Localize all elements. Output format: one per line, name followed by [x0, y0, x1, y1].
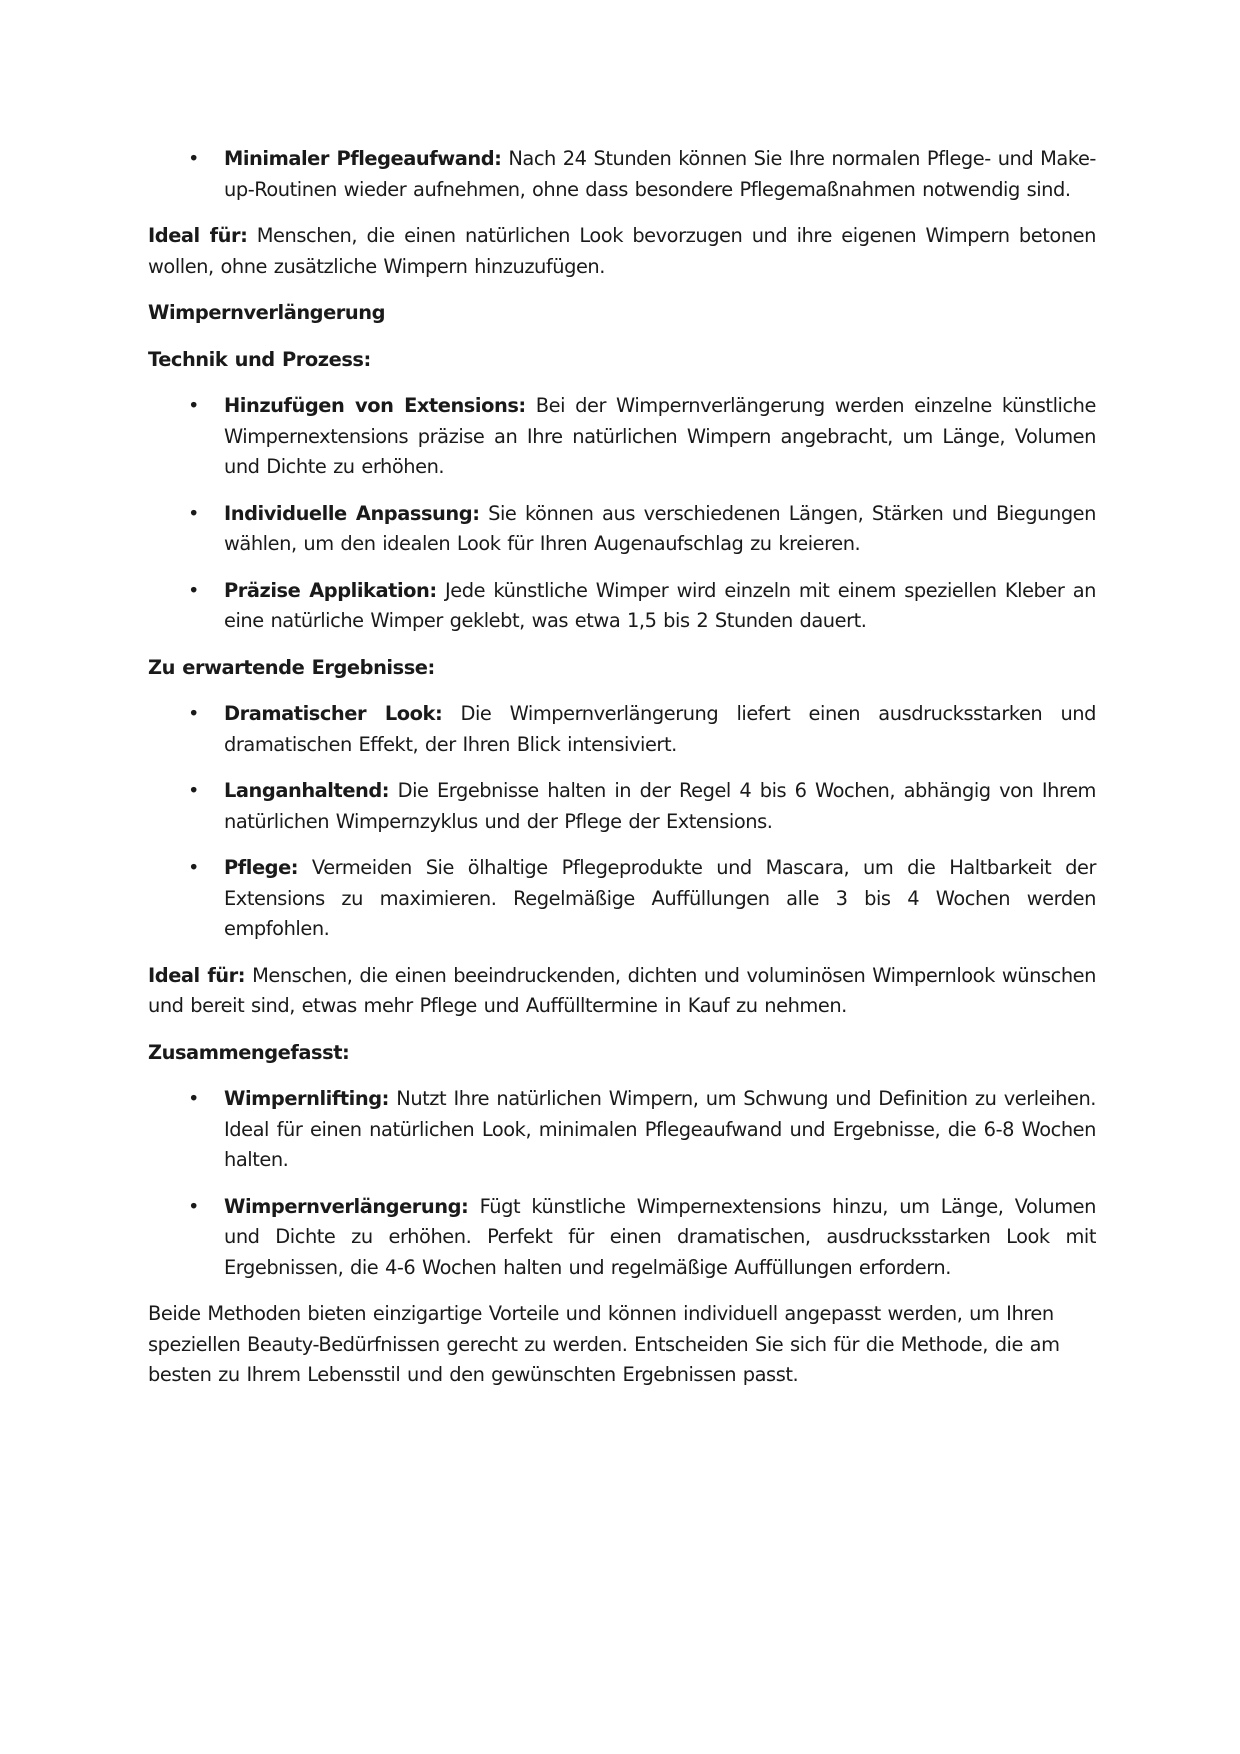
bullet-icon: •	[188, 501, 199, 525]
bullet-text: Die Ergebnisse halten in der Regel 4 bis 6 Wochen, abhängig von Ihrem natürlichen Wimpernzyklus und der Pflege der Extensions.	[224, 779, 1096, 833]
bullet-text: Jede künstliche Wimper wird einzeln mit einem speziellen Kleber an eine natürliche Wimper geklebt, was etwa 1,5 bis 2 Stunden dauert.	[224, 578, 1097, 632]
summary-heading: Zusammengefasst:	[148, 1040, 350, 1064]
ideal-text: Menschen, die einen beeindruckenden, dichten und voluminösen Wimpernlook wünschen und bereit sind, etwas mehr Pflege und Auffülltermine in Kauf zu nehmen.	[148, 963, 1096, 1017]
ideal-label: Ideal für:	[148, 963, 246, 987]
section-title-extension: Wimpernverlängerung	[148, 301, 386, 324]
prev-bullet-list	[148, 144, 1096, 205]
bullet-term: Pflege:	[224, 856, 299, 879]
bullet-term: Wimpernlifting:	[224, 1087, 389, 1110]
bullet-text: Die Wimpernverlängerung liefert einen ausdrucksstarken und dramatischen Effekt, der Ihren Blick intensiviert.	[224, 702, 1096, 756]
ideal-paragraph-extension	[148, 961, 1096, 1022]
list-item	[148, 499, 1096, 560]
bullet-icon: •	[188, 578, 199, 602]
bullet-text: Nutzt Ihre natürlichen Wimpern, um Schwung und Definition zu verleihen. Ideal für einen natürlichen Look, minimalen Pflegeaufwand und Ergebnisse, die 6-8 Wochen halten.	[224, 1087, 1096, 1171]
list-item	[148, 853, 1096, 945]
bullet-term: Präzise Applikation:	[224, 578, 437, 602]
bullet-text: Nach 24 Stunden können Sie Ihre normalen Pflege- und Make-up-Routinen wieder aufnehmen, ohne dass besondere Pflegemaßnahmen notwendig sind.	[224, 147, 1096, 201]
results-bullet-list	[148, 699, 1096, 945]
bullet-icon: •	[188, 1087, 199, 1110]
bullet-term: Individuelle Anpassung:	[224, 501, 480, 525]
ideal-text: Menschen, die einen natürlichen Look bevorzugen und ihre eigenen Wimpern betonen wollen, ohne zusätzliche Wimpern hinzuzufügen.	[148, 224, 1096, 278]
list-item	[148, 699, 1096, 760]
closing-paragraph: Beide Methoden bieten einzigartige Vorteile und können individuell angepasst werden, um Ihren speziellen Beauty-Bedürfnissen gerecht zu werden. Entscheiden Sie sich für die Methode, die am besten zu Ihrem Lebensstil und den gewünschten Ergebnissen passt.	[148, 1302, 1060, 1386]
bullet-term: Langanhaltend:	[224, 779, 390, 802]
bullet-term: Hinzufügen von Extensions:	[224, 394, 526, 417]
list-item	[148, 1084, 1096, 1176]
bullet-term: Dramatischer Look:	[224, 702, 443, 725]
technique-heading: Technik und Prozess:	[148, 347, 371, 371]
list-item	[148, 576, 1096, 637]
list-item	[148, 391, 1096, 483]
document-page	[148, 144, 1096, 1407]
list-item	[148, 776, 1096, 837]
ideal-label: Ideal für:	[148, 224, 248, 247]
bullet-text: Bei der Wimpernverlängerung werden einzelne künstliche Wimpernextensions präzise an Ihre natürlichen Wimpern angebracht, um Länge, Volumen und Dichte zu erhöhen.	[224, 394, 1096, 478]
bullet-icon: •	[188, 394, 199, 417]
bullet-term: Minimaler Pflegeaufwand:	[224, 147, 502, 170]
technique-bullet-list	[148, 391, 1096, 637]
bullet-icon: •	[188, 779, 199, 802]
bullet-text: Fügt künstliche Wimpernextensions hinzu, um Länge, Volumen und Dichte zu erhöhen. Perfekt für einen dramatischen, ausdrucksstarken Look mit Ergebnissen, die 4-6 Wochen halten und regelmäßige Auffüllungen erfordern.	[224, 1194, 1096, 1279]
list-item	[148, 144, 1096, 205]
bullet-icon: •	[188, 702, 199, 725]
ideal-paragraph-lifting	[148, 221, 1096, 282]
summary-bullet-list	[148, 1084, 1096, 1283]
bullet-icon: •	[188, 856, 199, 879]
list-item	[148, 1192, 1096, 1284]
bullet-term: Wimpernverlängerung:	[224, 1194, 469, 1218]
bullet-text: Vermeiden Sie ölhaltige Pflegeprodukte und Mascara, um die Haltbarkeit der Extensions zu maximieren. Regelmäßige Auffüllungen alle 3 bis 4 Wochen werden empfohlen.	[224, 856, 1096, 940]
bullet-icon: •	[188, 147, 199, 170]
results-heading: Zu erwartende Ergebnisse:	[148, 655, 435, 679]
bullet-icon: •	[188, 1194, 199, 1218]
bullet-text: Sie können aus verschiedenen Längen, Stärken und Biegungen wählen, um den idealen Look für Ihren Augenaufschlag zu kreieren.	[224, 501, 1096, 555]
